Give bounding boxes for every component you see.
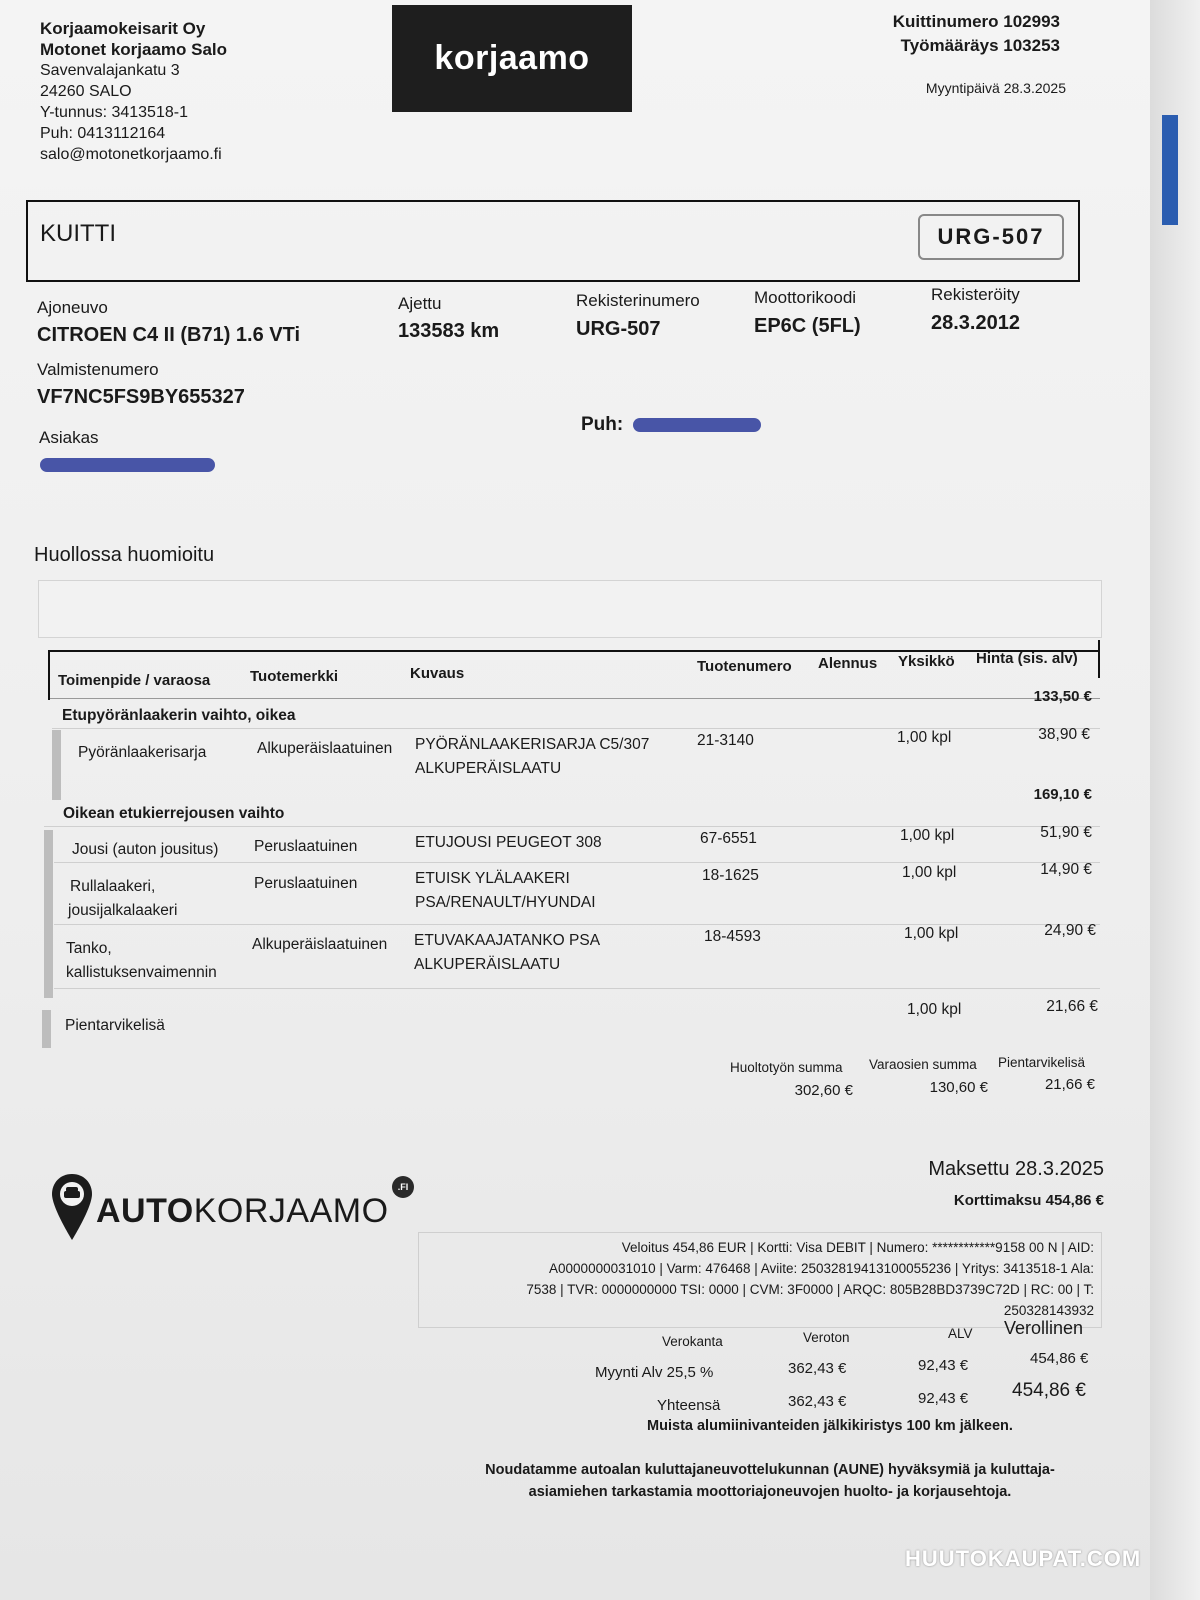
row-action-line1: Tanko, (66, 940, 112, 957)
group-title: Oikean etukierrejousen vaihto (63, 805, 285, 822)
row-price: 14,90 € (1040, 861, 1092, 878)
footer-terms-line1: Noudatamme autoalan kuluttajaneuvottelukunnan (AUNE) hyväksymiä ja kuluttaja- (485, 1462, 1055, 1478)
reg-value: URG-507 (576, 318, 661, 340)
reg-label: Rekisterinumero (576, 291, 700, 310)
registered-label: Rekisteröity (931, 285, 1020, 304)
logo-part-auto: AUTO (96, 1192, 194, 1230)
small-parts-price: 21,66 € (1046, 998, 1098, 1015)
th-brand: Tuotemerkki (250, 668, 339, 685)
mileage-label: Ajettu (398, 294, 442, 313)
receipt-title: KUITTI (40, 220, 116, 247)
row-brand: Peruslaatuinen (254, 875, 358, 892)
redaction-mark (633, 418, 761, 432)
engine-label: Moottorikoodi (754, 288, 857, 307)
company-email: salo@motonetkorjaamo.fi (40, 146, 222, 163)
header-separator (50, 698, 1100, 699)
labor-sum-value: 302,60 € (794, 1082, 853, 1099)
mileage-value: 133583 km (398, 320, 500, 342)
background-document-strip (1162, 115, 1178, 225)
card-details (430, 1237, 1094, 1321)
card-line: 7538 | TVR: 0000000000 TSI: 0000 | CVM: 3F0000 | ARQC: 805B28BD3739C72D | RC: 00 | T: (526, 1282, 1094, 1297)
company-branch: Motonet korjaamo Salo (40, 40, 228, 59)
logo-fi-badge: .FI (392, 1176, 414, 1198)
row-prodno: 18-1625 (702, 867, 759, 884)
tax-r2-vat: 92,43 € (918, 1390, 969, 1407)
group-total: 133,50 € (1033, 688, 1092, 705)
small-sum-label: Pientarvikelisä (998, 1055, 1086, 1070)
tax-r1-vat: 92,43 € (918, 1357, 969, 1374)
row-brand: Alkuperäislaatuinen (252, 936, 388, 953)
row-desc-line2: ALKUPERÄISLAATU (415, 760, 562, 777)
row-prodno: 18-4593 (704, 928, 761, 945)
tax-r2-gross: 454,86 € (1012, 1380, 1086, 1401)
row-price: 38,90 € (1038, 726, 1090, 743)
company-city: 24260 SALO (40, 83, 132, 100)
company-street: Savenvalajankatu 3 (40, 62, 180, 79)
vehicle-label: Ajoneuvo (37, 298, 108, 317)
engine-value: EP6C (5FL) (754, 315, 861, 337)
tax-h-gross: Verollinen (1004, 1318, 1084, 1338)
customer-label: Asiakas (39, 428, 99, 447)
card-line: A0000000031010 | Varm: 476468 | Aviite: 25032819413100055236 | Yritys: 3413518-1 Ala: (549, 1261, 1094, 1276)
company-phone: Puh: 0413112164 (40, 125, 166, 142)
row-brand: Alkuperäislaatuinen (257, 740, 393, 757)
tax-r2-label: Yhteensä (657, 1397, 721, 1414)
th-desc: Kuvaus (410, 665, 465, 682)
tax-r1-gross: 454,86 € (1030, 1350, 1089, 1367)
row-unit: 1,00 kpl (897, 729, 952, 746)
row-desc-line1: ETUVAKAAJATANKO PSA (414, 932, 601, 949)
small-parts-unit: 1,00 kpl (907, 1001, 962, 1018)
row-price: 24,90 € (1044, 922, 1096, 939)
row-desc-line2: PSA/RENAULT/HYUNDAI (415, 894, 596, 911)
phone-label: Puh: (581, 414, 624, 435)
row-price: 51,90 € (1040, 824, 1092, 841)
row-marker (42, 1010, 51, 1048)
parts-sum-value: 130,60 € (929, 1079, 988, 1096)
group-title: Etupyöränlaakerin vaihto, oikea (62, 707, 296, 724)
sale-date: Myyntipäivä 28.3.2025 (925, 80, 1066, 96)
row-action-line2: kallistuksenvaimennin (66, 964, 217, 981)
row-desc-line2: ALKUPERÄISLAATU (414, 956, 561, 973)
group-total: 169,10 € (1033, 786, 1092, 803)
tax-h-rate: Verokanta (662, 1334, 723, 1349)
row-brand: Peruslaatuinen (254, 838, 358, 855)
notes-title: Huollossa huomioitu (34, 544, 215, 566)
watermark (905, 1546, 1141, 1572)
row-unit: 1,00 kpl (900, 827, 955, 844)
customer-phone (581, 414, 761, 436)
company-name: Korjaamokeisarit Oy (40, 19, 206, 38)
autokorjaamo-logo (96, 1192, 389, 1231)
background-paper (1150, 0, 1200, 1600)
row-action-line2: jousijalkalaakeri (68, 902, 178, 919)
table-right-line (1098, 640, 1100, 678)
row-marker (52, 730, 61, 800)
row-desc-line1: PYÖRÄNLAAKERISARJA C5/307 (415, 736, 650, 753)
row-marker (44, 830, 53, 998)
notes-box (38, 580, 1102, 638)
registered-value: 28.3.2012 (931, 312, 1020, 334)
vehicle-value: CITROEN C4 II (B71) 1.6 VTi (37, 324, 301, 346)
tax-r1-label: Myynti Alv 25,5 % (595, 1364, 714, 1381)
watermark-text: HUUTOKAUPAT.COM (905, 1546, 1142, 1571)
receipt-number: Kuittinumero 102993 (892, 12, 1060, 31)
card-line: Veloitus 454,86 EUR | Kortti: Visa DEBIT | Numero: ************9158 00 N | AID: (621, 1240, 1094, 1255)
tax-h-net: Veroton (803, 1330, 850, 1345)
card-line: 250328143932 (1003, 1303, 1094, 1318)
vin-label: Valmistenumero (37, 360, 159, 379)
company-info (40, 18, 227, 165)
payment-method: Korttimaksu 454,86 € (953, 1192, 1104, 1209)
th-price: Hinta (sis. alv) (976, 650, 1078, 667)
redaction-mark (40, 458, 215, 472)
th-unit: Yksikkö (898, 653, 955, 670)
vin-value: VF7NC5FS9BY655327 (37, 386, 245, 408)
th-prodno: Tuotenumero (697, 658, 792, 675)
company-ytunnus: Y-tunnus: 3413518-1 (40, 104, 188, 121)
row-action-line1: Rullalaakeri, (70, 878, 156, 895)
tax-r2-net: 362,43 € (788, 1393, 847, 1410)
row-desc-line1: ETUJOUSI PEUGEOT 308 (415, 834, 602, 851)
row-action: Pyöränlaakerisarja (78, 744, 207, 761)
footer-note: Muista alumiinivanteiden jälkikiristys 100 km jälkeen. (647, 1418, 1013, 1434)
parts-sum-label: Varaosien summa (869, 1057, 977, 1072)
korjaamo-logo: korjaamo (392, 5, 632, 112)
receipt-refs (820, 10, 1060, 58)
paid-date: Maksettu 28.3.2025 (928, 1158, 1104, 1180)
row-separator (54, 862, 1100, 863)
row-prodno: 67-6551 (700, 830, 757, 847)
footer-terms-line2: asiamiehen tarkastamia moottoriajoneuvojen huolto- ja korjausehtoja. (528, 1484, 1012, 1500)
row-unit: 1,00 kpl (902, 864, 957, 881)
customer-name-redacted (40, 456, 215, 474)
small-sum-value: 21,66 € (1044, 1076, 1095, 1093)
row-unit: 1,00 kpl (904, 925, 959, 942)
th-discount: Alennus (818, 655, 878, 672)
row-separator (54, 988, 1100, 989)
row-action: Jousi (auton jousitus) (72, 841, 219, 858)
workorder-number: Työmääräys 103253 (900, 36, 1060, 55)
row-desc-line1: ETUISK YLÄLAAKERI (415, 870, 570, 887)
table-top-line (48, 650, 1100, 652)
labor-sum-label: Huoltotyön summa (730, 1060, 843, 1075)
plate-badge: URG-507 (918, 214, 1064, 260)
logo-part-korjaamo: KORJAAMO (193, 1192, 389, 1230)
tax-h-vat: ALV (948, 1326, 973, 1341)
th-action: Toimenpide / varaosa (58, 672, 211, 689)
row-prodno: 21-3140 (697, 732, 754, 749)
tax-r1-net: 362,43 € (788, 1360, 847, 1377)
location-pin-icon (50, 1172, 94, 1247)
table-left-line (48, 650, 50, 700)
small-parts-action: Pientarvikelisä (65, 1017, 165, 1034)
